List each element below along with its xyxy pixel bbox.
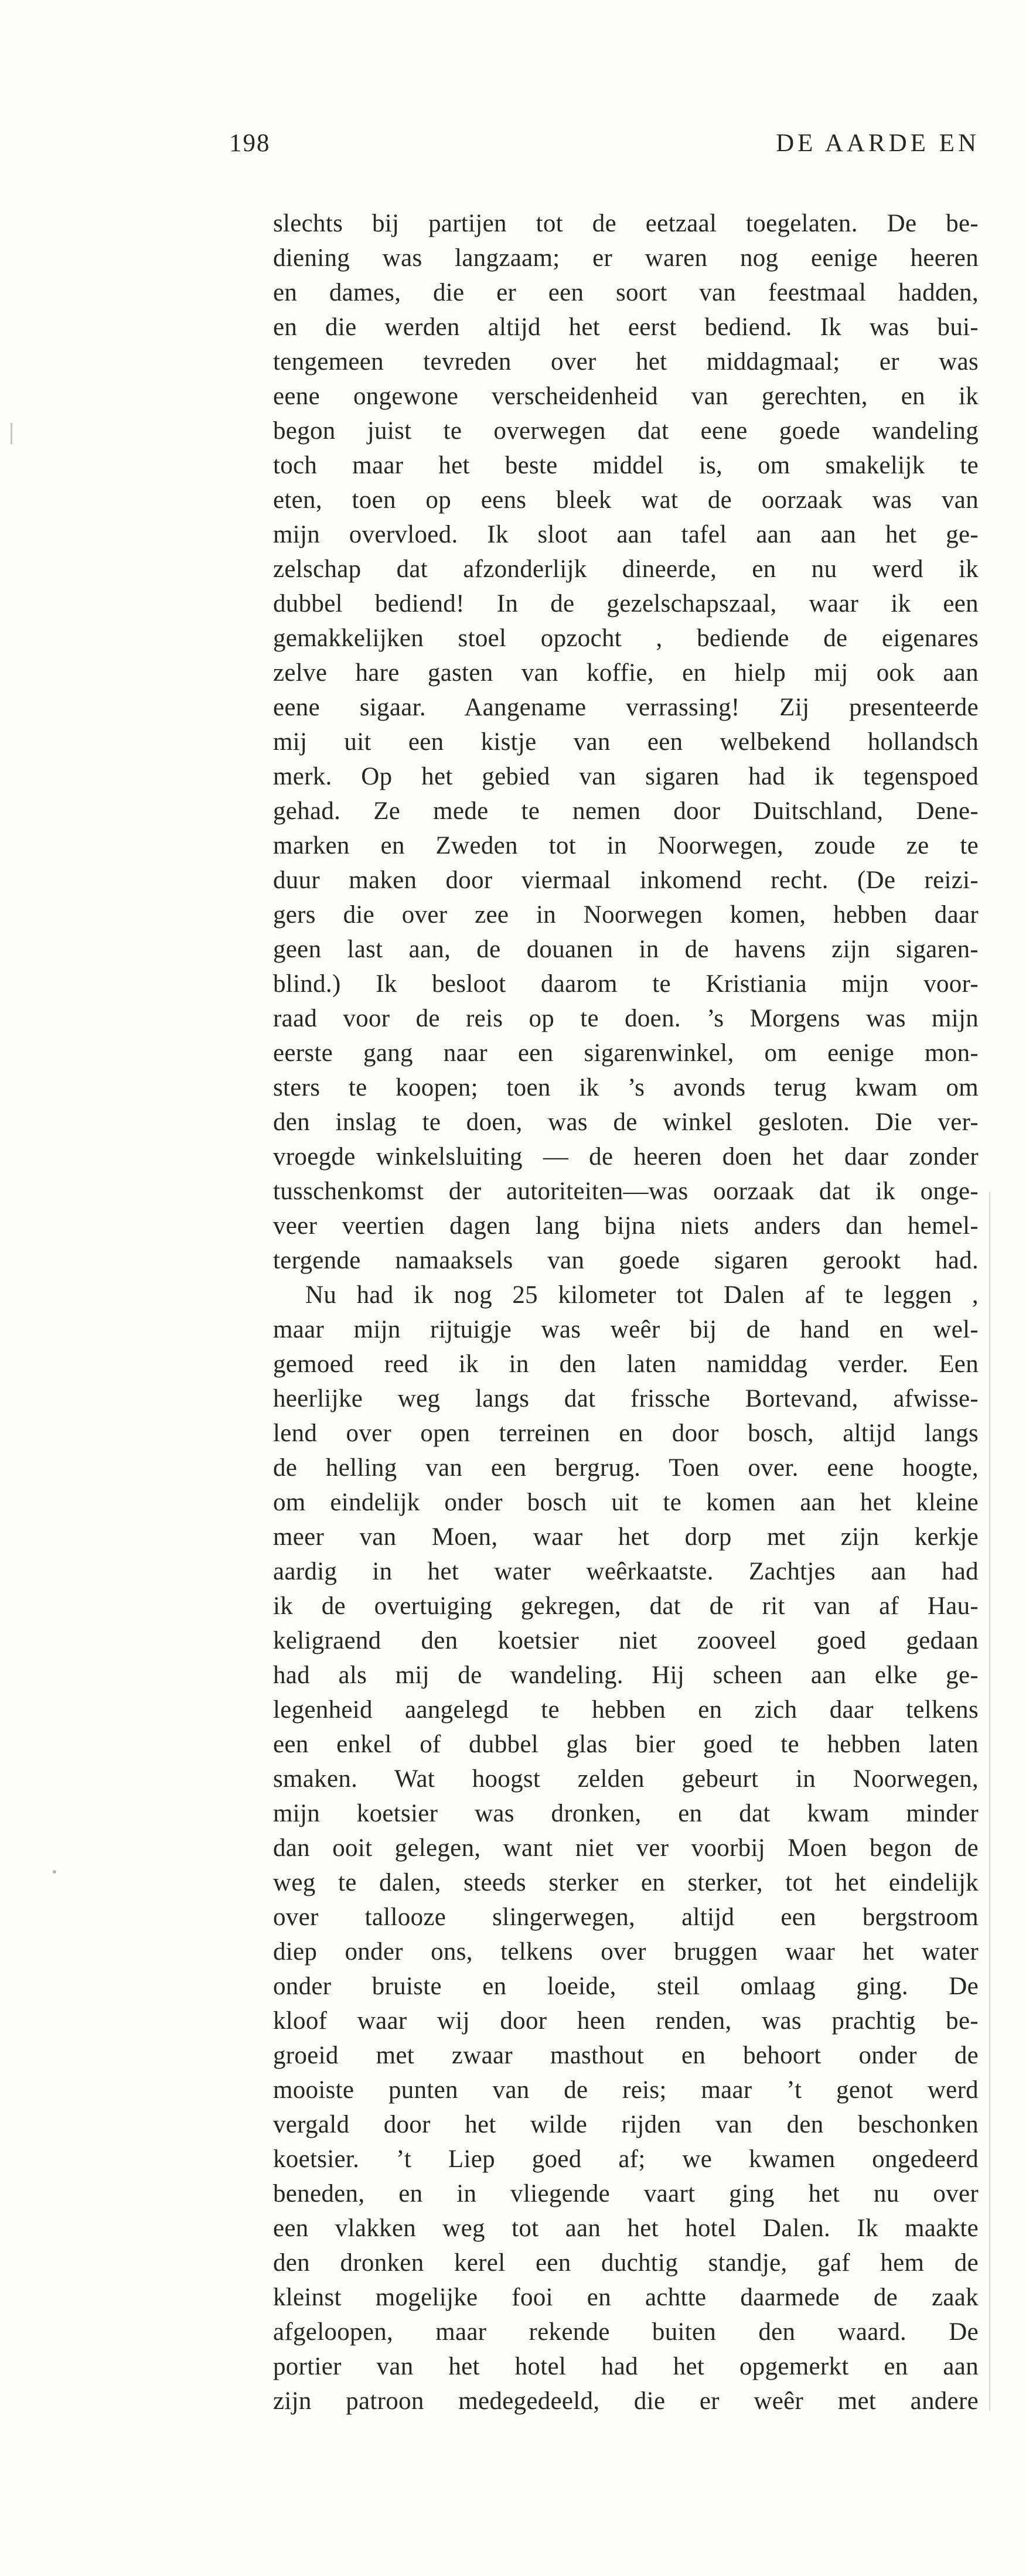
text-line: portier van het hotel had het opgemerkt en aan	[273, 2353, 979, 2380]
page-header	[229, 129, 980, 158]
text-line: tergende namaaksels van goede sigaren gerookt had.	[273, 1247, 979, 1274]
page-number: 198	[229, 129, 271, 157]
text-line: veer veertien dagen lang bijna niets anders dan hemel-	[273, 1212, 979, 1240]
text-line: dan ooit gelegen, want niet ver voorbij Moen begon de	[273, 1834, 979, 1862]
text-line: groeid met zwaar masthout en behoort onder de	[273, 2042, 979, 2069]
text-line: beneden, en in vliegende vaart ging het nu over	[273, 2180, 979, 2207]
running-title: DE AARDE EN	[776, 129, 980, 157]
text-line: om eindelijk onder bosch uit te komen aan het kleine	[273, 1489, 979, 1516]
text-line: legenheid aangelegd te hebben en zich daar telkens	[273, 1696, 979, 1724]
text-line: afgeloopen, maar rekende buiten den waard. De	[273, 2318, 979, 2346]
scan-edge-line	[989, 1192, 990, 2411]
text-line: gemoed reed ik in den laten namiddag verder. Een	[273, 1350, 979, 1378]
text-line: diep onder ons, telkens over bruggen waar het water	[273, 1938, 979, 1966]
text-line: mijn koetsier was dronken, en dat kwam minder	[273, 1800, 979, 1827]
text-line: duur maken door viermaal inkomend recht. (De reizi-	[273, 866, 979, 894]
text-line: eerste gang naar een sigarenwinkel, om eenige mon-	[273, 1039, 979, 1067]
body-text	[273, 206, 979, 2418]
text-line: tengemeen tevreden over het middagmaal; er was	[273, 348, 979, 376]
text-line: mooiste punten van de reis; maar ’t genot werd	[273, 2076, 979, 2104]
text-line: zelve hare gasten van koffie, en hielp mij ook aan	[273, 659, 979, 687]
text-line: en die werden altijd het eerst bediend. Ik was bui-	[273, 313, 979, 341]
text-line: smaken. Wat hoogst zelden gebeurt in Noorwegen,	[273, 1765, 979, 1793]
text-line: koetsier. ’t Liep goed af; we kwamen ongedeerd	[273, 2145, 979, 2173]
text-line: vroegde winkelsluiting — de heeren doen het daar zonder	[273, 1143, 979, 1171]
text-line: aardig in het water weêrkaatste. Zachtjes aan had	[273, 1558, 979, 1585]
text-line: Nu had ik nog 25 kilometer tot Dalen af te leggen ,	[305, 1281, 979, 1309]
text-line: over tallooze slingerwegen, altijd een bergstroom	[273, 1903, 979, 1931]
text-line: begon juist te overwegen dat eene goede wandeling	[273, 417, 979, 445]
text-line: een enkel of dubbel glas bier goed te hebben laten	[273, 1731, 979, 1758]
text-line: gemakkelijken stoel opzocht , bediende de eigenares	[273, 625, 979, 652]
text-line: merk. Op het gebied van sigaren had ik tegenspoed	[273, 763, 979, 790]
text-line: geen last aan, de douanen in de havens zijn sigaren-	[273, 936, 979, 963]
text-line: keligraend den koetsier niet zooveel goed gedaan	[273, 1627, 979, 1654]
text-line: slechts bij partijen tot de eetzaal toegelaten. De be-	[273, 210, 979, 237]
text-line: marken en Zweden tot in Noorwegen, zoude ze te	[273, 832, 979, 859]
scan-artifact-tick	[11, 423, 12, 444]
text-line: had als mij de wandeling. Hij scheen aan elke ge-	[273, 1661, 979, 1689]
text-line: kleinst mogelijke fooi en achtte daarmede de zaak	[273, 2284, 979, 2311]
text-line: kloof waar wij door heen renden, was prachtig be-	[273, 2007, 979, 2035]
text-line: eene sigaar. Aangename verrassing! Zij presenteerde	[273, 694, 979, 721]
text-line: diening was langzaam; er waren nog eenige heeren	[273, 244, 979, 272]
text-line: gers die over zee in Noorwegen komen, hebben daar	[273, 901, 979, 929]
text-line: vergald door het wilde rijden van den beschonken	[273, 2111, 979, 2138]
text-line: weg te dalen, steeds sterker en sterker, tot het eindelijk	[273, 1869, 979, 1896]
text-line: zelschap dat afzonderlijk dineerde, en nu werd ik	[273, 555, 979, 583]
text-line: den dronken kerel een duchtig standje, gaf hem de	[273, 2249, 979, 2277]
text-line: zijn patroon medegedeeld, die er weêr met andere	[273, 2387, 979, 2415]
text-line: en dames, die er een soort van feestmaal hadden,	[273, 279, 979, 306]
text-line: den inslag te doen, was de winkel gesloten. Die ver-	[273, 1108, 979, 1136]
text-line: tusschenkomst der autoriteiten—was oorzaak dat ik onge-	[273, 1178, 979, 1205]
text-line: heerlijke weg langs dat frissche Bortevand, afwisse-	[273, 1385, 979, 1412]
text-line: mijn overvloed. Ik sloot aan tafel aan aan het ge-	[273, 521, 979, 548]
text-line: blind.) Ik besloot daarom te Kristiania mijn voor-	[273, 970, 979, 998]
text-line: ik de overtuiging gekregen, dat de rit van af Hau-	[273, 1592, 979, 1620]
text-line: eene ongewone verscheidenheid van gerechten, en ik	[273, 383, 979, 410]
text-line: een vlakken weg tot aan het hotel Dalen. Ik maakte	[273, 2215, 979, 2242]
text-line: toch maar het beste middel is, om smakelijk te	[273, 452, 979, 479]
text-line: maar mijn rijtuigje was weêr bij de hand en wel-	[273, 1316, 979, 1343]
scan-artifact-dot	[53, 1870, 56, 1874]
text-line: meer van Moen, waar het dorp met zijn kerkje	[273, 1523, 979, 1551]
text-line: gehad. Ze mede te nemen door Duitschland, Dene-	[273, 797, 979, 825]
text-line: dubbel bediend! In de gezelschapszaal, waar ik een	[273, 590, 979, 617]
text-line: de helling van een bergrug. Toen over. eene hoogte,	[273, 1454, 979, 1482]
text-line: eten, toen op eens bleek wat de oorzaak was van	[273, 486, 979, 514]
text-line: raad voor de reis op te doen. ’s Morgens was mijn	[273, 1005, 979, 1032]
text-line: lend over open terreinen en door bosch, altijd langs	[273, 1420, 979, 1447]
text-line: sters te koopen; toen ik ’s avonds terug kwam om	[273, 1074, 979, 1101]
text-line: onder bruiste en loeide, steil omlaag ging. De	[273, 1973, 979, 2000]
text-line: mij uit een kistje van een welbekend hollandsch	[273, 728, 979, 756]
